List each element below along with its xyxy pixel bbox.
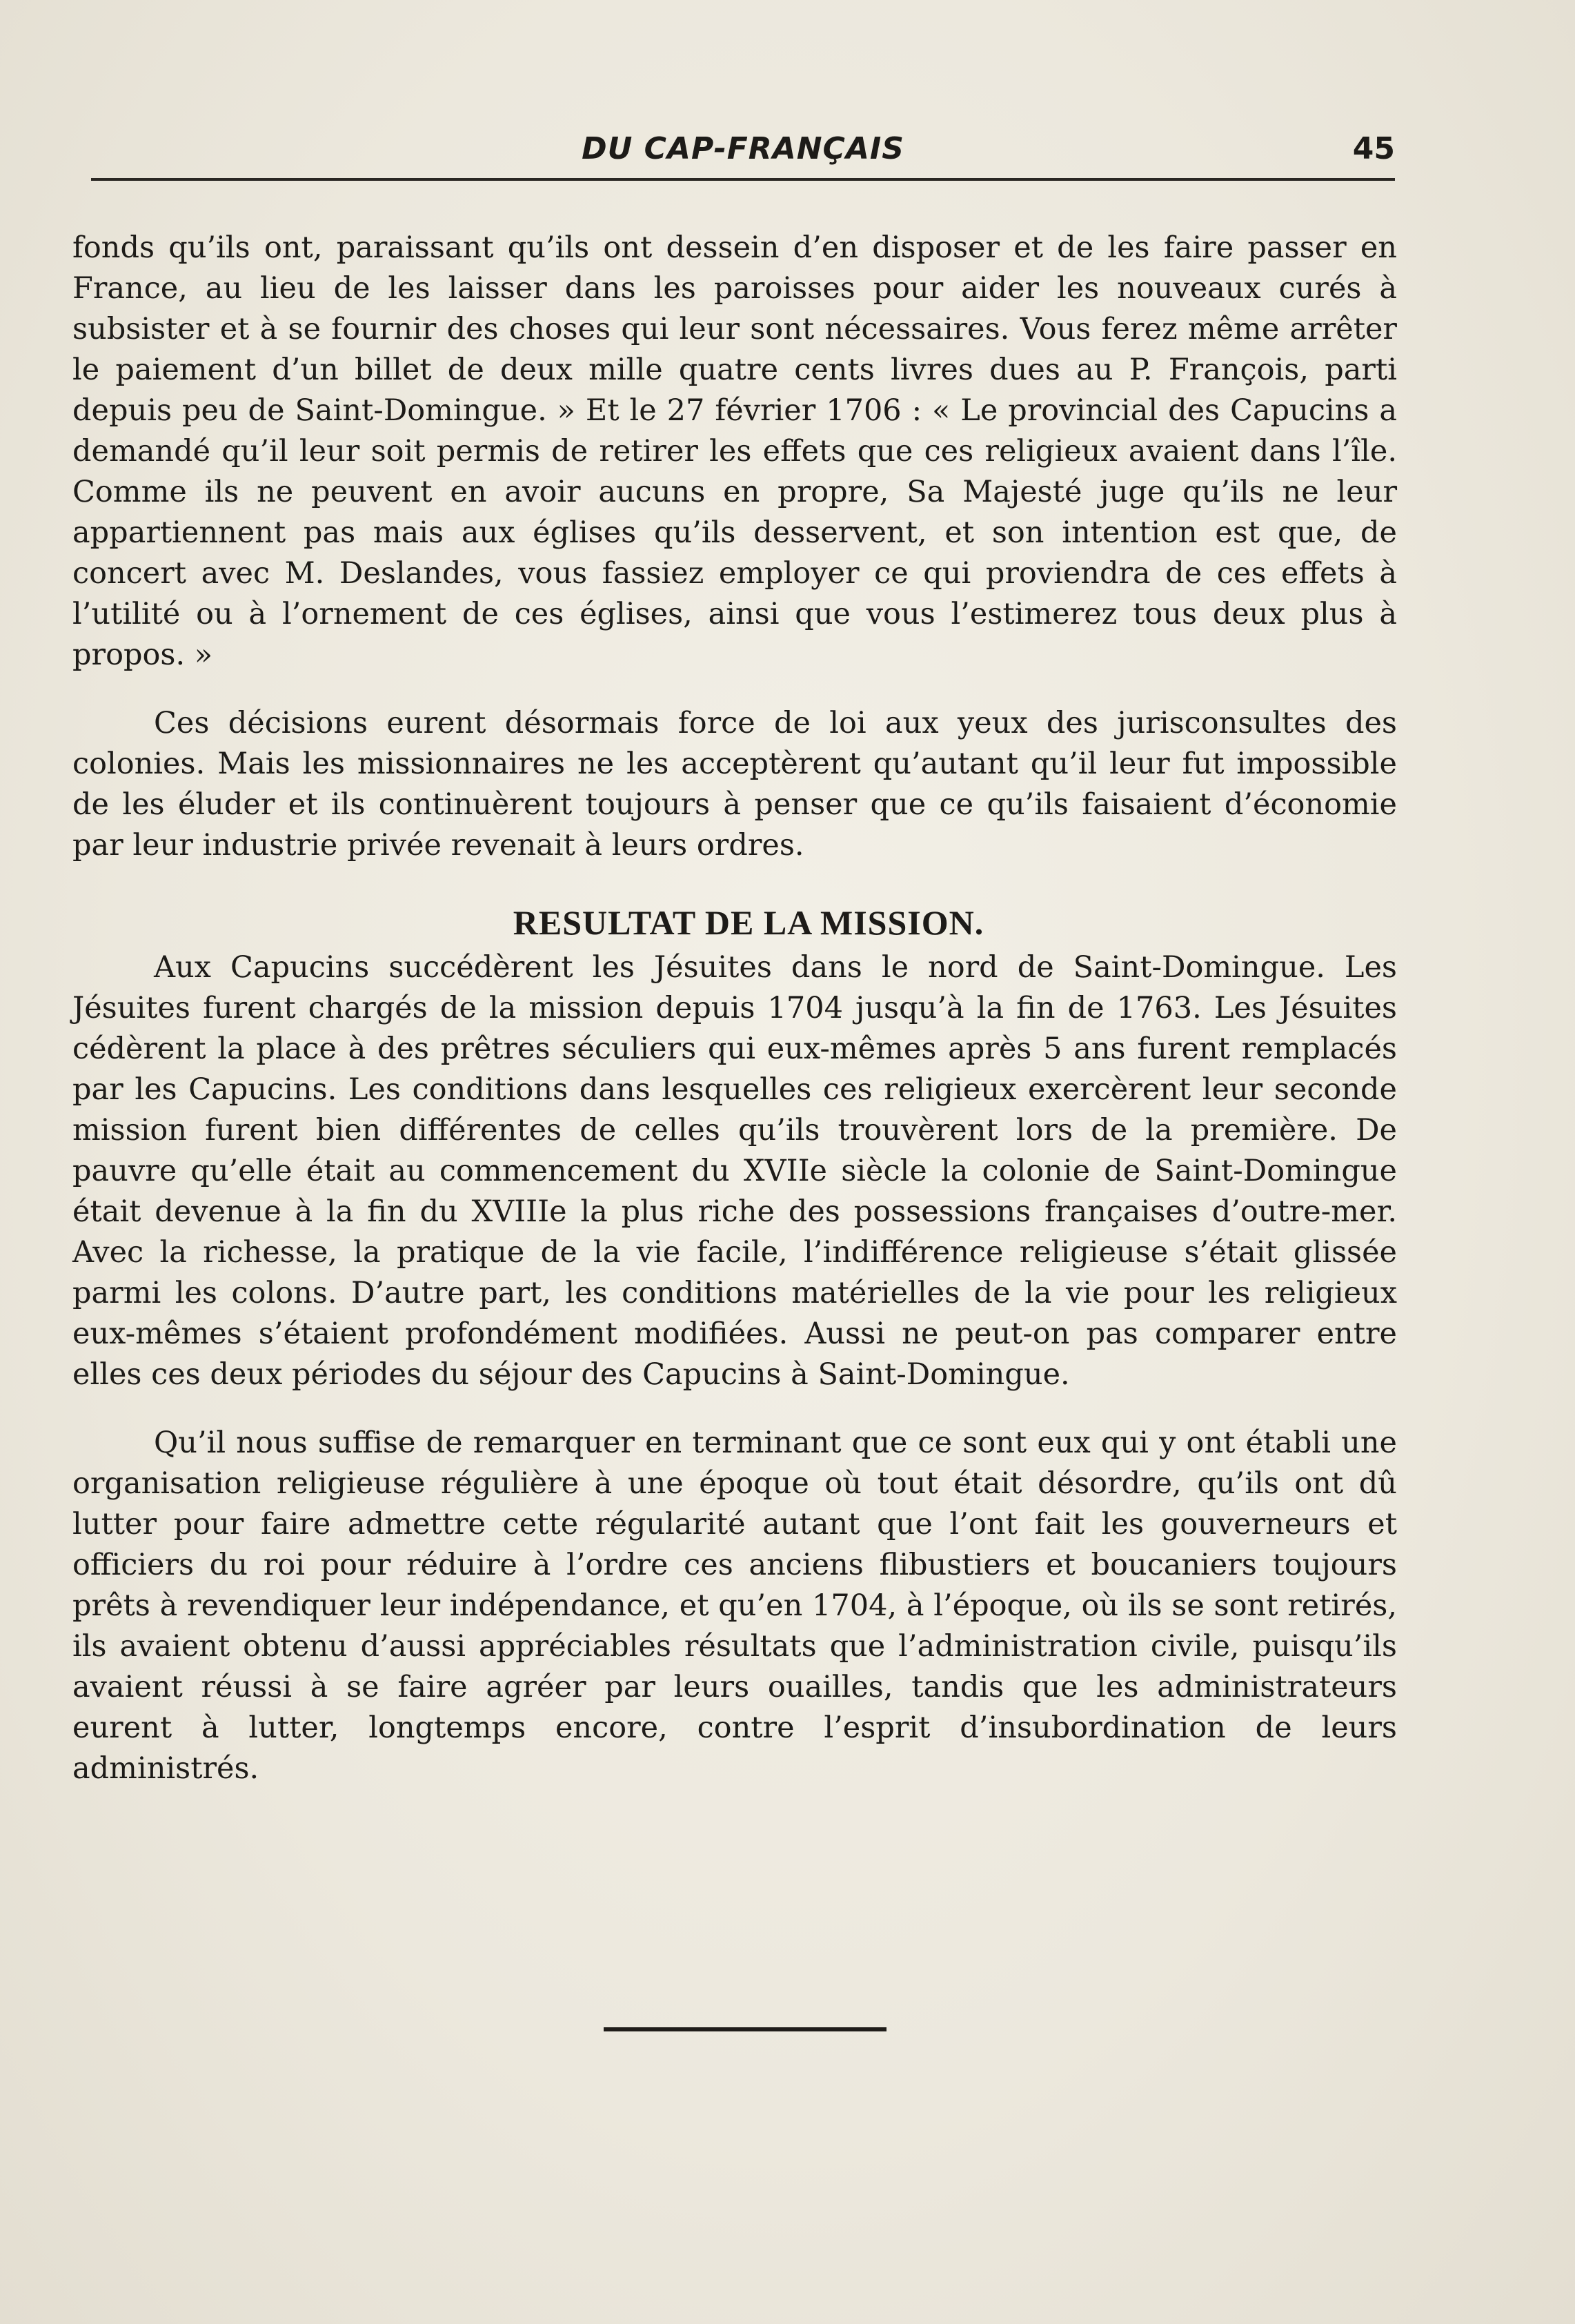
running-title: DU CAP-FRANÇAIS [582, 131, 904, 166]
paragraph-continued-quote: fonds qu’ils ont, paraissant qu’ils ont dessein d’en disposer et de les faire passer en France, au lieu de les laisser dans les paroisses pour aider les nouveaux curés à subsister et à se fournir des choses qui leur sont nécessaires. Vous ferez même arrêter le paiement d’un billet de deux mille quatre cents livres dues au P. François, parti depuis peu de Saint-Domingue. » Et le 27 février 1706 : « Le provincial des Capucins a demandé qu’il leur soit permis de retirer les effets que ces religieux avaient dans l’île. Comme ils ne peuvent en avoir aucuns en propre, Sa Majesté juge qu’ils ne leur appartiennent pas mais aux églises qu’ils desservent, et son intention est que, de concert avec M. Deslandes, vous fassiez employer ce qui proviendra de ces effets à l’utilité ou à l’ornement de ces églises, ainsi que vous l’estimerez tous deux plus à propos. » [72, 230, 1397, 672]
header-rule [91, 178, 1395, 181]
paragraph-decisions: Ces décisions eurent désormais force de loi aux yeux des jurisconsultes des colonies. Mais les missionnaires ne les acceptèrent qu’autant qu’il leur fut impossible de les éluder et ils continuèrent toujours à penser que ce qu’ils faisaient d’économie par leur industrie privée revenait à leurs ordres. [72, 706, 1397, 863]
body-text [72, 228, 1397, 1789]
page-number: 45 [1352, 131, 1395, 166]
end-of-chapter-rule [604, 2027, 886, 2031]
paragraph-mission-result: Aux Capucins succédèrent les Jésuites dans le nord de Saint-Domingue. Les Jésuites furent chargés de la mission depuis 1704 jusqu’à la fin de 1763. Les Jésuites cédèrent la place à des prêtres séculiers qui eux-mêmes après 5 ans furent remplacés par les Capucins. Les conditions dans lesquelles ces religieux exercèrent leur seconde mission furent bien différentes de celles qu’ils trouvèrent lors de la première. De pauvre qu’elle était au commencement du XVIIe siècle la colonie de Saint-Domingue était devenue à la fin du XVIIIe la plus riche des possessions françaises d’outre-mer. Avec la richesse, la pratique de la vie facile, l’indifférence religieuse s’était glissée parmi les colons. D’autre part, les conditions matérielles de la vie pour les religieux eux-mêmes s’étaient profondément modifiées. Aussi ne peut-on pas comparer entre elles ces deux périodes du séjour des Capucins à Saint-Domingue. [72, 950, 1397, 1392]
section-heading: RESULTAT DE LA MISSION. [513, 903, 984, 942]
paragraph-conclusion: Qu’il nous suffise de remarquer en terminant que ce sont eux qui y ont établi une organisation religieuse régulière à une époque où tout était désordre, qu’ils ont dû lutter pour faire admettre cette régularité autant que l’ont fait les gouverneurs et officiers du roi pour réduire à l’ordre ces anciens flibustiers et boucaniers toujours prêts à revendiquer leur indépendance, et qu’en 1704, à l’époque, où ils se sont retirés, ils avaient obtenu d’aussi appréciables résultats que l’administration civile, puisqu’ils avaient réussi à se faire agréer par leurs ouailles, tandis que les administrateurs eurent à lutter, longtemps encore, contre l’esprit d’insubordination de leurs administrés. [72, 1426, 1397, 1786]
running-head [91, 131, 1395, 186]
